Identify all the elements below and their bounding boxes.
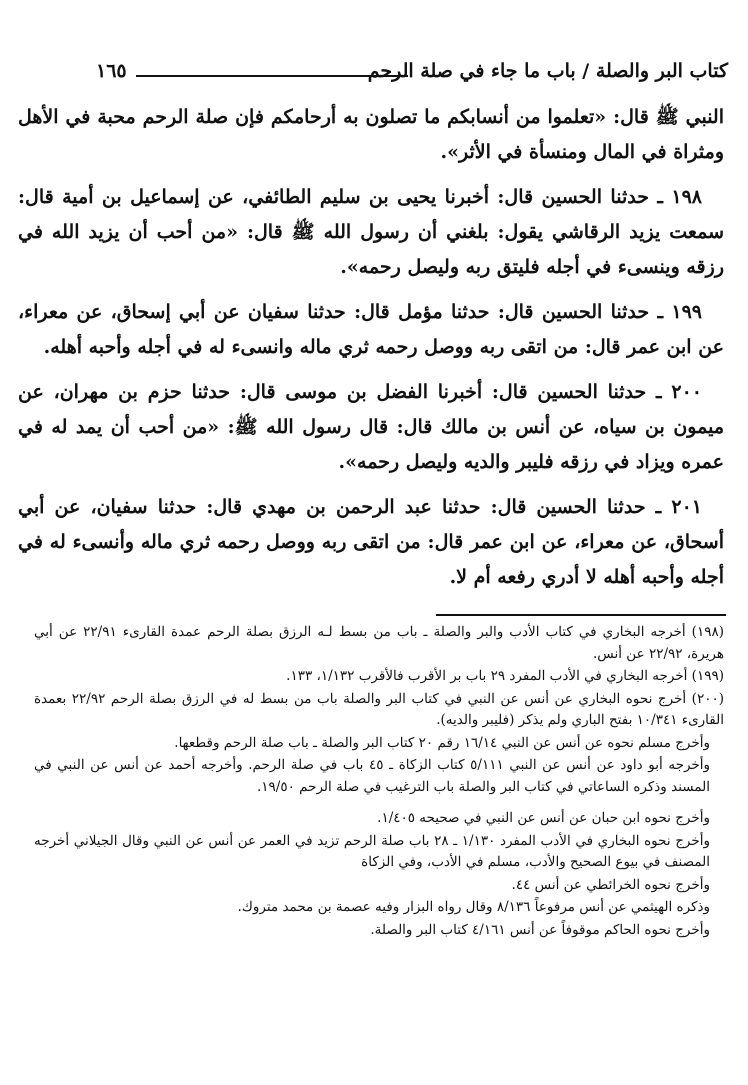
footnote-200-kharaiti: وأخرج نحوه الخرائطي عن أنس ٤٤. <box>511 876 710 893</box>
footnote-200-hakim: وأخرج نحوه الحاكم موقوفاً عن أنس ٤/١٦١ كتاب البر والصلة. <box>370 921 710 938</box>
footnote-separator <box>436 614 726 616</box>
hadith-199: ١٩٩ ـ حدثنا الحسين قال: حدثنا مؤمل قال: حدثنا سفيان عن أبي إسحاق، عن معراء، عن ابن عمر قال: من اتقى ربه ووصل رحمه ثري ماله وانسىء له في أجله وأحبه أهله. <box>18 301 724 358</box>
footnote-200: (٢٠٠) أخرج نحوه البخاري عن أنس عن النبي في كتاب البر والصلة باب من بسط له في الرزق بصلة الرحم ٢٢/٩٢ بعمدة القارىء ١٠/٣٤١ بفتح الباري ولم يذكر (فليبر والديه). <box>34 690 724 728</box>
page-number: ١٦٥ <box>96 60 127 82</box>
footnote-198: (١٩٨) أخرجه البخاري في كتاب الأدب والبر والصلة ـ باب من بسط لـه الرزق بصلة الرحم عمدة القارىء ٢٢/٩١ عن أبي هريرة، ٢٢/٩٢ عن أنس. <box>34 624 724 662</box>
hadith-200: ٢٠٠ ـ حدثنا الحسين قال: أخبرنا الفضل بن موسى قال: حدثنا حزم بن مهران، عن ميمون بن سياه، عن أنس بن مالك قال: قال رسول الله ﷺ: «من أحب أن يمد له في عمره ويزاد في رزقه فليبر والديه وليصل رحمه». <box>18 381 724 473</box>
chapter-title: كتاب البر والصلة / باب ما جاء في صلة الرحم <box>367 60 728 82</box>
footnote-199: (١٩٩) أخرجه البخاري في الأدب المفرد ٢٩ باب بر الأقرب فالأقرب ١/١٣٢، ١٣٣. <box>286 668 724 684</box>
footnote-200-ibn-hibban: وأخرج نحوه ابن حبان عن أنس عن النبي في صحيحه ١/٤٠٥. <box>377 810 710 826</box>
running-header <box>96 56 728 90</box>
footnote-200-muslim: وأخرج مسلم نحوه عن أنس عن النبي ١٦/١٤ رقم ٢٠ كتاب البر والصلة ـ باب صلة الرحم وقطعها. <box>174 734 710 751</box>
paragraph-intro: النبي ﷺ قال: «تعلموا من أنسابكم ما تصلون به أرحامكم فإن صلة الرحم محبة في الأهل ومثراة في المال ومنسأة في الأثر». <box>18 106 724 163</box>
main-text <box>18 100 724 605</box>
footnote-200-adab-mufrad: وأخرج نحوه البخاري في الأدب المفرد ١/١٣٠ ـ ٢٨ باب صلة الرحم تزيد في العمر عن أنس عن النبي وقال الجيلاني أخرجه المصنف في بيوع الصحيح والأدب، مسلم في الأدب، وفي الزكاة <box>34 832 711 870</box>
footnotes <box>34 622 724 942</box>
hadith-198: ١٩٨ ـ حدثنا الحسين قال: أخبرنا يحيى بن سليم الطائفي، عن إسماعيل بن أمية قال: سمعت يزيد الرقاشي يقول: بلغني أن رسول الله ﷺ قال: «من أحب أن يزيد الله في رزقه وينسىء في أجله فليتق ربه وليصل رحمه». <box>18 186 724 278</box>
header-rule <box>136 75 408 77</box>
footnote-200-abu-dawud: وأخرجه أبو داود عن أنس عن النبي ٥/١١١ كتاب الزكاة ـ ٤٥ باب في صلة الرحم. وأخرجه أحمد عن أنس عن النبي في المسند وذكره الساعاتي في كتاب البر والصلة باب الترغيب في صلة الرحم ١٩/٥٠. <box>34 757 711 795</box>
hadith-201: ٢٠١ ـ حدثنا الحسين قال: حدثنا عبد الرحمن بن مهدي قال: حدثنا سفيان، عن أبي أسحاق، عن معراء، عن ابن عمر قال: من اتقى ربه ووصل رحمه ثري ماله وأنسىء له في أجله وأحبه أهله لا أدري رفعه أم لا. <box>18 496 724 588</box>
footnote-200-haythami: وذكره الهيثمي عن أنس مرفوعاً ٨/١٣٦ وقال رواه البزار وفيه عصمة بن محمد متروك. <box>237 899 710 915</box>
